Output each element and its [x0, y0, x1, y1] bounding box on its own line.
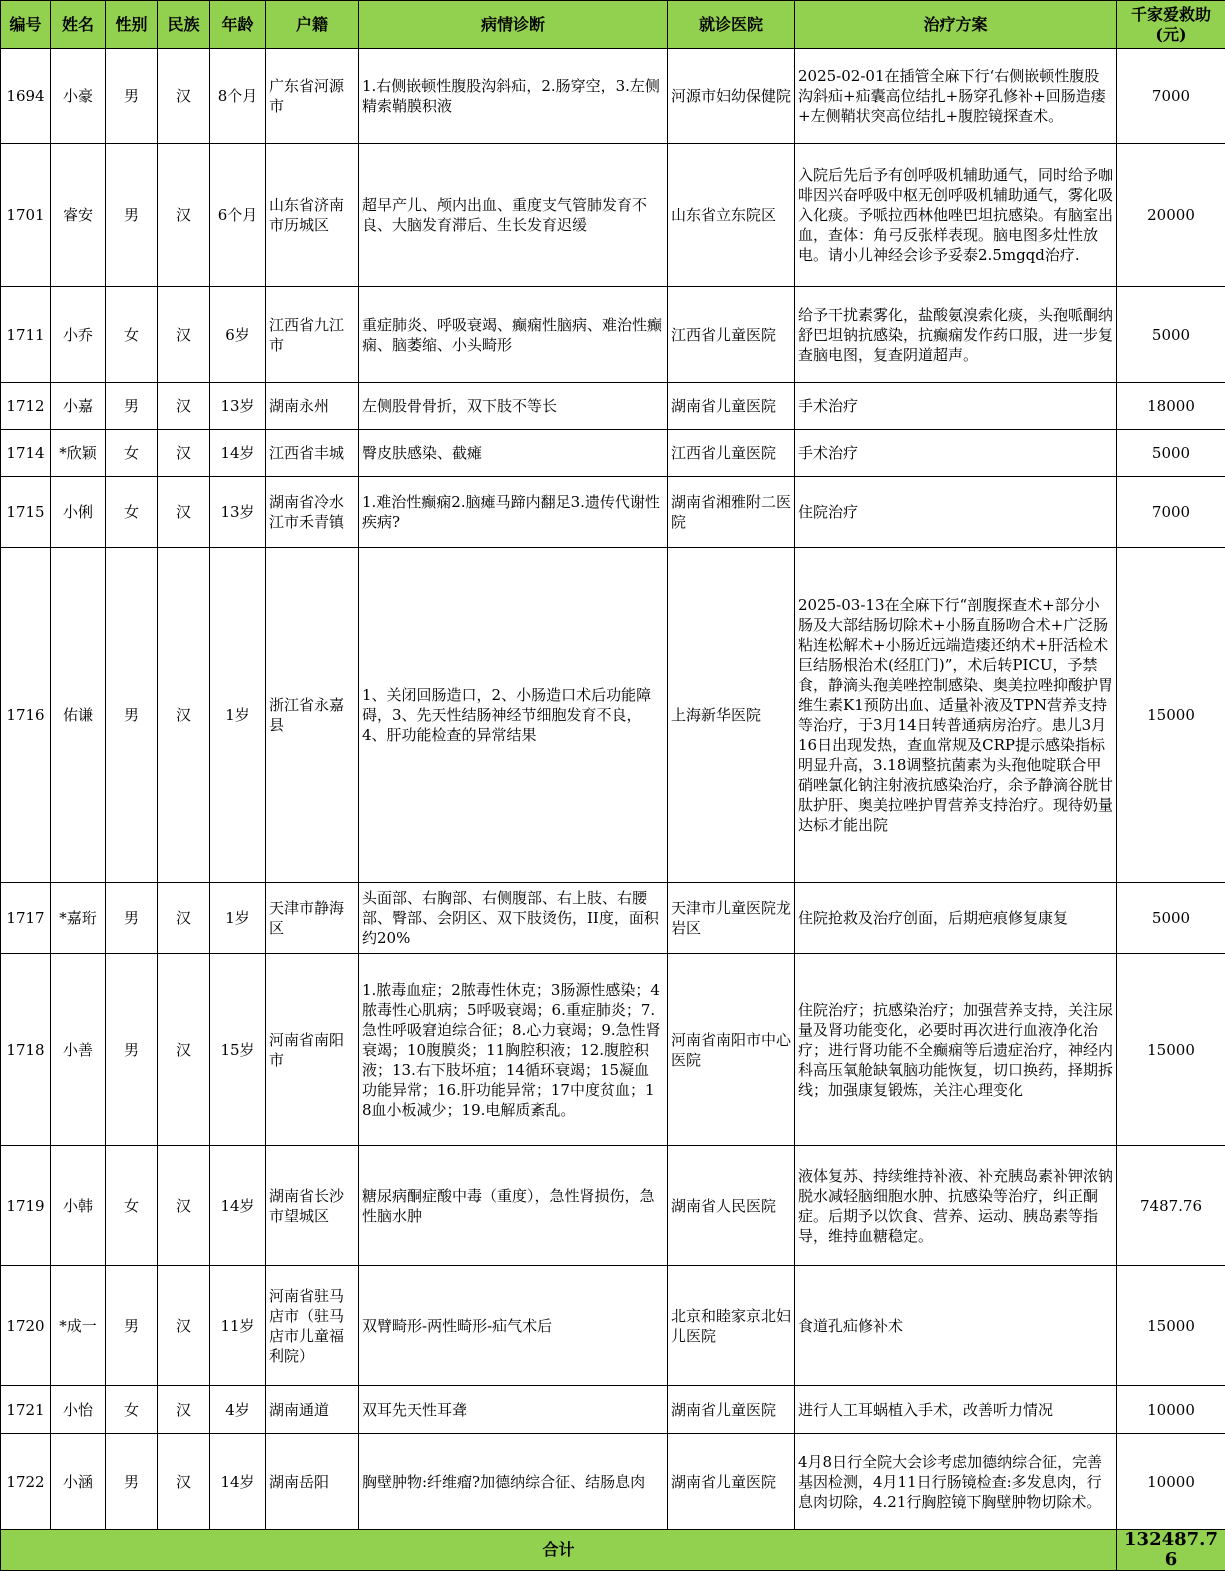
- table-row: [1, 49, 1225, 144]
- cell-gender: 男: [106, 883, 158, 954]
- cell-hospital: 湖南省儿童医院: [668, 1434, 795, 1530]
- cell-diagnosis: 重症肺炎、呼吸衰竭、癫痫性脑病、难治性癫痫、脑萎缩、小头畸形: [359, 287, 668, 383]
- table-row: [1, 287, 1225, 383]
- cell-hometown: 湖南省长沙市望城区: [266, 1146, 359, 1266]
- table-row: [1, 548, 1225, 883]
- cell-age: 13岁: [210, 383, 266, 430]
- cell-age: 14岁: [210, 1146, 266, 1266]
- table-row: [1, 1146, 1225, 1266]
- cell-diagnosis: 1.右侧嵌顿性腹股沟斜疝，2.肠穿空，3.左侧精索鞘膜积液: [359, 49, 668, 144]
- cell-treatment: 进行人工耳蜗植入手术，改善听力情况: [795, 1386, 1117, 1434]
- cell-treatment: 手术治疗: [795, 383, 1117, 430]
- cell-hometown: 湖南省冷水江市禾青镇: [266, 477, 359, 548]
- cell-hometown: 河南省驻马店市（驻马店市儿童福利院）: [266, 1266, 359, 1386]
- cell-amount: 7000: [1117, 49, 1225, 144]
- cell-hospital: 北京和睦家京北妇儿医院: [668, 1266, 795, 1386]
- cell-treatment: 4月8日行全院大会诊考虑加德纳综合征，完善基因检测，4月11日行肠镜检查:多发息肉，行息肉切除，4.21行胸腔镜下胸壁肿物切除术。: [795, 1434, 1117, 1530]
- cell-name: 小嘉: [51, 383, 106, 430]
- cell-gender: 男: [106, 1266, 158, 1386]
- total-label: 合计: [1, 1530, 1117, 1571]
- cell-name: 小乔: [51, 287, 106, 383]
- cell-hometown: 湖南通道: [266, 1386, 359, 1434]
- cell-name: 佑谦: [51, 548, 106, 883]
- cell-gender: 女: [106, 430, 158, 477]
- cell-treatment: 2025-03-13在全麻下行“剖腹探查术+部分小肠及大部结肠切除术+小肠直肠吻合术+广泛肠粘连松解术+小肠近远端造瘘还纳术+肝活检术巨结肠根治术(经肛门)”，术后转PICU，予禁食，静滴头孢美唑控制感染、奥美拉唑抑酸护胃维生素K1预防出血、适量补液及TPN营养支持等治疗，于3月14日转普通病房治疗。患儿3月16日出现发热，查血常规及CRP提示感染指标明显升高，3.18调整抗菌素为头孢他啶联合甲硝唑氯化钠注射液抗感染治疗，余予静滴谷胱甘肽护肝、奥美拉唑护胃营养支持治疗。现待奶量达标才能出院: [795, 548, 1117, 883]
- cell-ethnicity: 汉: [158, 144, 210, 287]
- cell-diagnosis: 1.难治性癫痫2.脑瘫马蹄内翻足3.遗传代谢性疾病?: [359, 477, 668, 548]
- cell-hospital: 上海新华医院: [668, 548, 795, 883]
- cell-gender: 女: [106, 1386, 158, 1434]
- cell-amount: 5000: [1117, 287, 1225, 383]
- cell-amount: 7487.76: [1117, 1146, 1225, 1266]
- cell-treatment: 入院后先后予有创呼吸机辅助通气，同时给予咖啡因兴奋呼吸中枢无创呼吸机辅助通气，雾化吸入化痰。予哌拉西林他唑巴坦抗感染。有脑室出血，查体：角弓反张样表现。脑电图多灶性放电。请小儿神经会诊予妥泰2.5mgqd治疗.: [795, 144, 1117, 287]
- table-row: [1, 144, 1225, 287]
- cell-hospital: 湖南省湘雅附二医院: [668, 477, 795, 548]
- cell-id: 1711: [1, 287, 51, 383]
- cell-amount: 15000: [1117, 954, 1225, 1146]
- col-header-treatment: 治疗方案: [795, 1, 1117, 49]
- cell-name: 小豪: [51, 49, 106, 144]
- cell-name: 小韩: [51, 1146, 106, 1266]
- cell-gender: 男: [106, 548, 158, 883]
- cell-hometown: 山东省济南市历城区: [266, 144, 359, 287]
- cell-hospital: 湖南省人民医院: [668, 1146, 795, 1266]
- cell-amount: 7000: [1117, 477, 1225, 548]
- total-row: [1, 1530, 1225, 1571]
- cell-id: 1717: [1, 883, 51, 954]
- cell-hospital: 湖南省儿童医院: [668, 1386, 795, 1434]
- cell-hometown: 浙江省永嘉县: [266, 548, 359, 883]
- cell-hometown: 天津市静海区: [266, 883, 359, 954]
- cell-hospital: 江西省儿童医院: [668, 287, 795, 383]
- cell-id: 1701: [1, 144, 51, 287]
- cell-hospital: 天津市儿童医院龙岩区: [668, 883, 795, 954]
- cell-treatment: 液体复苏、持续维持补液、补充胰岛素补钾浓钠脱水减轻脑细胞水肿、抗感染等治疗，纠正酮症。后期予以饮食、营养、运动、胰岛素等指导，维持血糖稳定。: [795, 1146, 1117, 1266]
- cell-amount: 15000: [1117, 548, 1225, 883]
- cell-id: 1714: [1, 430, 51, 477]
- cell-diagnosis: 超早产儿、颅内出血、重度支气管肺发育不良、大脑发育滞后、生长发育迟缓: [359, 144, 668, 287]
- table-row: [1, 883, 1225, 954]
- cell-ethnicity: 汉: [158, 287, 210, 383]
- col-header-diagnosis: 病情诊断: [359, 1, 668, 49]
- cell-ethnicity: 汉: [158, 1386, 210, 1434]
- cell-amount: 18000: [1117, 383, 1225, 430]
- cell-id: 1715: [1, 477, 51, 548]
- cell-age: 6岁: [210, 287, 266, 383]
- cell-ethnicity: 汉: [158, 954, 210, 1146]
- cell-amount: 5000: [1117, 883, 1225, 954]
- cell-amount: 5000: [1117, 430, 1225, 477]
- cell-ethnicity: 汉: [158, 883, 210, 954]
- cell-gender: 男: [106, 954, 158, 1146]
- cell-id: 1716: [1, 548, 51, 883]
- cell-hospital: 江西省儿童医院: [668, 430, 795, 477]
- cell-age: 14岁: [210, 1434, 266, 1530]
- cell-id: 1712: [1, 383, 51, 430]
- col-header-gender: 性别: [106, 1, 158, 49]
- cell-age: 1岁: [210, 883, 266, 954]
- cell-age: 15岁: [210, 954, 266, 1146]
- table-row: [1, 1434, 1225, 1530]
- cell-name: 小怡: [51, 1386, 106, 1434]
- cell-name: *欣颖: [51, 430, 106, 477]
- cell-id: 1722: [1, 1434, 51, 1530]
- cell-ethnicity: 汉: [158, 49, 210, 144]
- cell-age: 11岁: [210, 1266, 266, 1386]
- cell-id: 1718: [1, 954, 51, 1146]
- table-row: [1, 430, 1225, 477]
- cell-name: *成一: [51, 1266, 106, 1386]
- cell-name: 小俐: [51, 477, 106, 548]
- cell-amount: 10000: [1117, 1434, 1225, 1530]
- cell-id: 1721: [1, 1386, 51, 1434]
- cell-treatment: 手术治疗: [795, 430, 1117, 477]
- cell-age: 4岁: [210, 1386, 266, 1434]
- cell-diagnosis: 双臂畸形-两性畸形-疝气术后: [359, 1266, 668, 1386]
- cell-ethnicity: 汉: [158, 430, 210, 477]
- col-header-name: 姓名: [51, 1, 106, 49]
- cell-ethnicity: 汉: [158, 548, 210, 883]
- cell-name: 小涵: [51, 1434, 106, 1530]
- cell-hometown: 湖南永州: [266, 383, 359, 430]
- cell-name: *嘉珩: [51, 883, 106, 954]
- cell-treatment: 住院治疗；抗感染治疗；加强营养支持，关注尿量及肾功能变化，必要时再次进行血液净化治疗；进行肾功能不全癫痫等后遗症治疗，神经内科高压氧舱缺氧脑功能恢复，切口换药，择期拆线；加强康复锻炼，关注心理变化: [795, 954, 1117, 1146]
- cell-gender: 男: [106, 49, 158, 144]
- cell-id: 1720: [1, 1266, 51, 1386]
- cell-amount: 20000: [1117, 144, 1225, 287]
- col-header-age: 年龄: [210, 1, 266, 49]
- cell-hospital: 湖南省儿童医院: [668, 383, 795, 430]
- total-value: 132487.76: [1117, 1530, 1225, 1571]
- cell-hospital: 河源市妇幼保健院: [668, 49, 795, 144]
- col-header-hospital: 就诊医院: [668, 1, 795, 49]
- cell-diagnosis: 胸壁肿物:纤维瘤?加德纳综合征、结肠息肉: [359, 1434, 668, 1530]
- cell-diagnosis: 臀皮肤感染、截瘫: [359, 430, 668, 477]
- cell-diagnosis: 1、关闭回肠造口，2、小肠造口术后功能障碍，3、先天性结肠神经节细胞发育不良，4、肝功能检查的异常结果: [359, 548, 668, 883]
- cell-hometown: 湖南岳阳: [266, 1434, 359, 1530]
- cell-gender: 女: [106, 477, 158, 548]
- table-row: [1, 1386, 1225, 1434]
- cell-amount: 10000: [1117, 1386, 1225, 1434]
- cell-gender: 男: [106, 1434, 158, 1530]
- col-header-hometown: 户籍: [266, 1, 359, 49]
- col-header-ethnicity: 民族: [158, 1, 210, 49]
- cell-age: 1岁: [210, 548, 266, 883]
- cell-age: 13岁: [210, 477, 266, 548]
- cell-treatment: 2025-02-01在插管全麻下行‘右侧嵌顿性腹股沟斜疝+疝囊高位结扎+肠穿孔修补+回肠造瘘+左侧鞘状突高位结扎+腹腔镜探查术。: [795, 49, 1117, 144]
- cell-treatment: 食道孔疝修补术: [795, 1266, 1117, 1386]
- header-row: [1, 1, 1225, 49]
- cell-ethnicity: 汉: [158, 477, 210, 548]
- cell-amount: 15000: [1117, 1266, 1225, 1386]
- cell-age: 6个月: [210, 144, 266, 287]
- cell-hometown: 江西省九江市: [266, 287, 359, 383]
- cell-hospital: 河南省南阳市中心医院: [668, 954, 795, 1146]
- cell-gender: 女: [106, 1146, 158, 1266]
- cell-name: 睿安: [51, 144, 106, 287]
- cell-diagnosis: 左侧股骨骨折，双下肢不等长: [359, 383, 668, 430]
- cell-age: 14岁: [210, 430, 266, 477]
- cell-treatment: 住院抢救及治疗创面，后期疤痕修复康复: [795, 883, 1117, 954]
- cell-diagnosis: 头面部、右胸部、右侧腹部、右上肢、右腰部、臀部、会阴区、双下肢烫伤，II度，面积约20%: [359, 883, 668, 954]
- cell-diagnosis: 糖尿病酮症酸中毒（重度），急性肾损伤，急性脑水肿: [359, 1146, 668, 1266]
- cell-diagnosis: 双耳先天性耳聋: [359, 1386, 668, 1434]
- col-header-amount: 千家爱救助(元): [1117, 1, 1225, 49]
- cell-gender: 女: [106, 287, 158, 383]
- cell-ethnicity: 汉: [158, 1146, 210, 1266]
- cell-treatment: 住院治疗: [795, 477, 1117, 548]
- cell-hospital: 山东省立东院区: [668, 144, 795, 287]
- cell-name: 小善: [51, 954, 106, 1146]
- cell-diagnosis: 1.脓毒血症；2脓毒性休克；3肠源性感染；4脓毒性心肌病；5呼吸衰竭；6.重症肺炎；7.急性呼吸窘迫综合征；8.心力衰竭；9.急性肾衰竭；10腹膜炎；11胸腔积液；12.腹腔积液；13.右下肢坏疽；14循环衰竭；15凝血功能异常；16.肝功能异常；17中度贫血；18血小板减少；19.电解质紊乱。: [359, 954, 668, 1146]
- cell-id: 1694: [1, 49, 51, 144]
- cell-ethnicity: 汉: [158, 1266, 210, 1386]
- cell-treatment: 给予干扰素雾化，盐酸氨溴索化痰，头孢哌酮纳舒巴坦钠抗感染，抗癫痫发作药口服，进一步复查脑电图，复查阴道超声。: [795, 287, 1117, 383]
- col-header-id: 编号: [1, 1, 51, 49]
- cell-gender: 男: [106, 144, 158, 287]
- cell-hometown: 河南省南阳市: [266, 954, 359, 1146]
- cell-id: 1719: [1, 1146, 51, 1266]
- cell-hometown: 广东省河源市: [266, 49, 359, 144]
- table-row: [1, 383, 1225, 430]
- cell-hometown: 江西省丰城: [266, 430, 359, 477]
- table-row: [1, 477, 1225, 548]
- cell-age: 8个月: [210, 49, 266, 144]
- cell-ethnicity: 汉: [158, 1434, 210, 1530]
- table-row: [1, 954, 1225, 1146]
- cell-gender: 男: [106, 383, 158, 430]
- table-row: [1, 1266, 1225, 1386]
- cell-ethnicity: 汉: [158, 383, 210, 430]
